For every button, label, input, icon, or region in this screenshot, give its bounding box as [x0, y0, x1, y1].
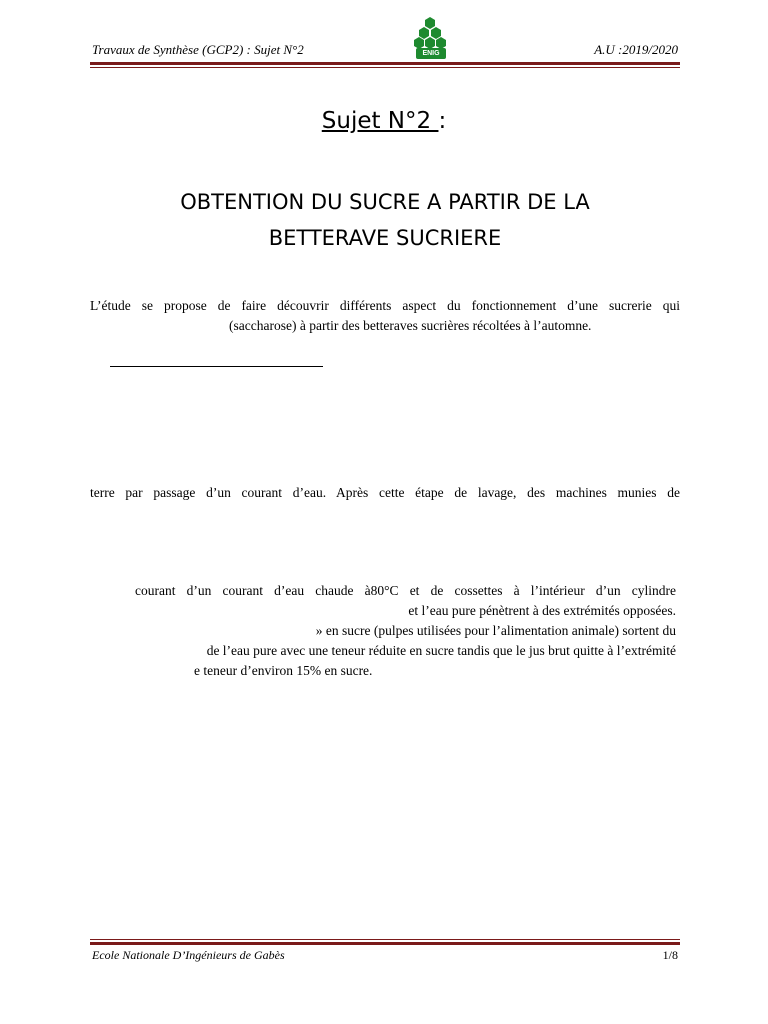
diffusion-line-3: » en sucre (pulpes utilisées pour l’alimentation animale) sortent du	[315, 623, 676, 638]
enig-logo-label: ENIG	[416, 48, 446, 59]
document-subtitle	[90, 184, 680, 256]
header-academic-year: A.U :2019/2020	[594, 42, 678, 57]
footer-school-name: Ecole Nationale D’Ingénieurs de Gabès	[92, 948, 285, 962]
section-underline	[110, 366, 323, 367]
footer-page-number: 1/8	[662, 948, 678, 962]
intro-line-1: L’étude se propose de faire découvrir différents aspect du fonctionnement d’une sucrerie qui	[90, 298, 680, 313]
footer-rule-thick	[90, 942, 680, 945]
page-title	[0, 108, 768, 134]
page-title-colon: :	[438, 108, 447, 134]
diffusion-line-4: de l’eau pure avec une teneur réduite en sucre tandis que le jus brut quitte à l’extrémité	[206, 643, 676, 658]
page-title-text: Sujet N°2	[321, 108, 439, 134]
washing-line: terre par passage d’un courant d’eau. Après cette étape de lavage, des machines munies de	[90, 485, 680, 500]
header-course-title: Travaux de Synthèse (GCP2) : Sujet N°2	[92, 42, 304, 57]
diffusion-line-2: et l’eau pure pénètrent à des extrémités opposées.	[408, 603, 676, 618]
diffusion-line-1: courant d’un courant d’eau chaude à80°C et de cossettes à l’intérieur d’un cylindre	[135, 583, 676, 598]
diffusion-line-5: e teneur d’environ 15% en sucre.	[194, 663, 373, 678]
subtitle-line-2: BETTERAVE SUCRIERE	[268, 226, 502, 250]
header-rule-thick	[90, 62, 680, 65]
header-rule-thin	[90, 67, 680, 68]
footer-rule-thin	[90, 939, 680, 940]
subtitle-line-1: OBTENTION DU SUCRE A PARTIR DE LA	[180, 190, 590, 214]
intro-line-2: (saccharose) à partir des betteraves sucrières récoltées à l’automne.	[229, 318, 592, 333]
